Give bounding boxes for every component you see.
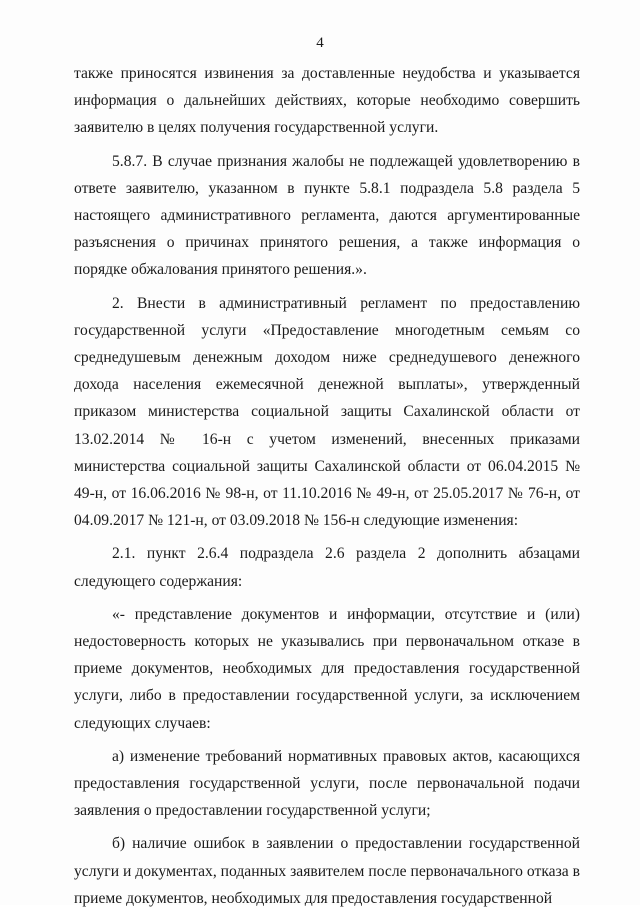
paragraph-quoted-addition: «- представление документов и информации, отсутствие и (или) недостоверность которых не указывались при первоначальном отказе в приеме документов, необходимых для предоставления государственной услуги, либо в предоставлении государственной услуги, за исключением следующих случаев:	[74, 605, 580, 732]
paragraph-continuation: также приносятся извинения за доставленные неудобства и указывается информация о дальнейших действиях, которые необходимо совершить заявителю в целях получения государственной услуги.	[74, 65, 580, 137]
paragraph-item-2: 2. Внести в административный регламент по предоставлению государственной услуги «Предоставление многодетным семьям со среднедушевым денежным доходом ниже среднедушевого денежного дохода населения ежемесячной денежной выплаты», утвержденный приказом министерства социальной защиты Сахалинской области от 13.02.2014 № 16-н с учетом изменений, внесенных приказами министерства социальной защиты Сахалинской области от 06.04.2015 № 49-н, от 16.06.2016 № 98-н, от 11.10.2016 № 49-н, от 25.05.2017 № 76-н, от 04.09.2017 № 121-н, от 03.09.2018 № 156-н следующие изменения:	[74, 294, 580, 530]
paragraph-subitem-b: б) наличие ошибок в заявлении о предоставлении государственной услуги и документах, поданных заявителем после первоначального отказа в приеме документов, необходимых для предоставления государственной	[74, 835, 580, 907]
page-number: 4	[316, 35, 324, 51]
paragraph-item-2-1: 2.1. пункт 2.6.4 подраздела 2.6 раздела 2 дополнить абзацами следующего содержания:	[74, 545, 580, 590]
paragraph-subitem-a: а) изменение требований нормативных правовых актов, касающихся предоставления государственной услуги, после первоначальной подачи заявления о предоставлении государственной услуги;	[74, 747, 580, 820]
paragraph-5-8-7: 5.8.7. В случае признания жалобы не подлежащей удовлетворению в ответе заявителю, указанном в пункте 5.8.1 подраздела 5.8 раздела 5 настоящего административного регламента, даются аргументированные разъяснения о причинах принятого решения, а также информация о порядке обжалования принятого решения.».	[74, 152, 580, 279]
document-body	[74, 60, 580, 918]
